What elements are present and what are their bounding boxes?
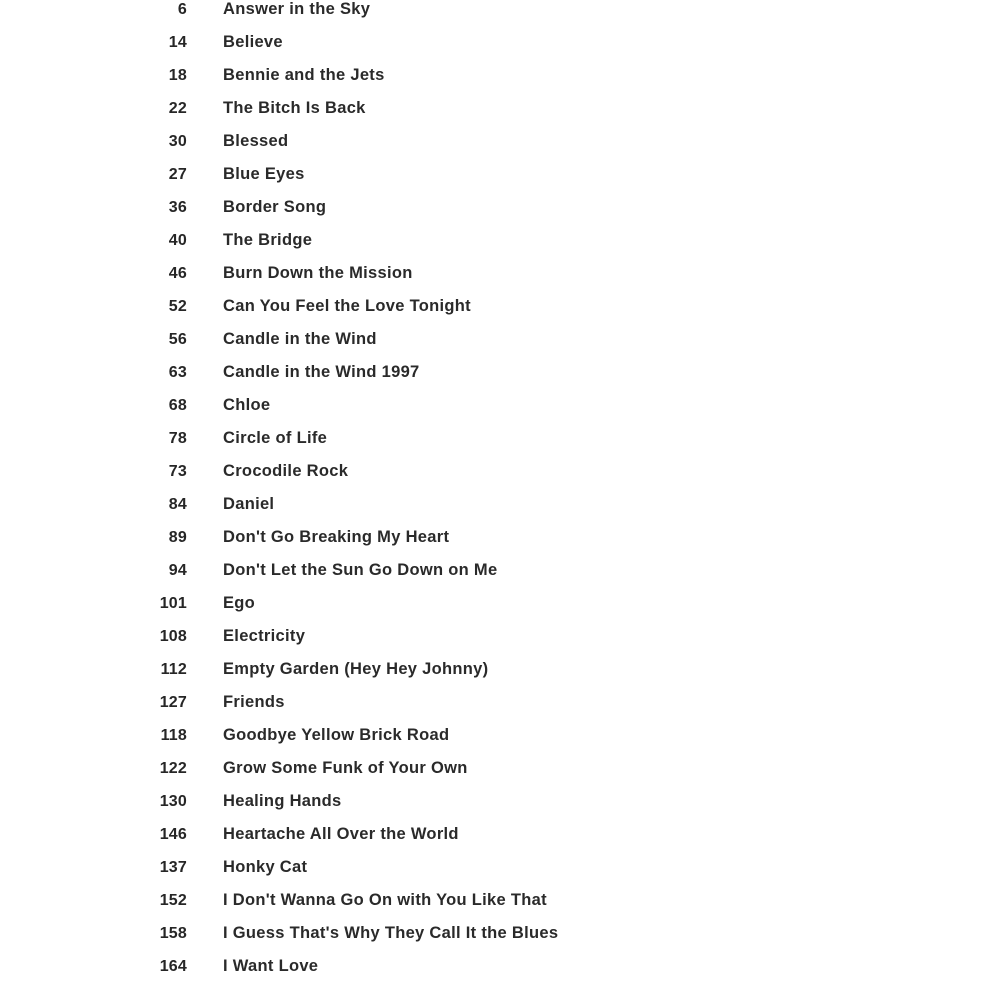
toc-page-number: 63 (168, 364, 187, 381)
toc-song-title: Friends (223, 693, 285, 711)
toc-song-title: Empty Garden (Hey Hey Johnny) (223, 660, 489, 678)
toc-entry-3 (0, 92, 999, 125)
toc-entry-22 (0, 719, 999, 752)
toc-song-title: Goodbye Yellow Brick Road (223, 726, 450, 744)
toc-entry-10 (0, 323, 999, 356)
toc-entry-0 (0, 0, 999, 26)
toc-song-title: The Bitch Is Back (223, 99, 366, 117)
toc-song-title: Ego (223, 594, 256, 612)
toc-entry-14 (0, 455, 999, 488)
toc-page-number: 56 (168, 331, 187, 348)
toc-entry-2 (0, 59, 999, 92)
toc-page-number: 130 (159, 793, 187, 810)
toc-page-number: 22 (168, 100, 187, 117)
toc-entry-26 (0, 851, 999, 884)
toc-song-title: The Bridge (223, 231, 313, 249)
toc-entry-5 (0, 158, 999, 191)
toc-page-number: 68 (168, 397, 187, 414)
toc-song-title: Blue Eyes (223, 165, 305, 183)
toc-song-title: Grow Some Funk of Your Own (223, 759, 468, 777)
toc-song-title: Bennie and the Jets (223, 66, 385, 84)
toc-entry-6 (0, 191, 999, 224)
toc-entry-4 (0, 125, 999, 158)
toc-entry-23 (0, 752, 999, 785)
toc-entry-1 (0, 26, 999, 59)
toc-entry-13 (0, 422, 999, 455)
toc-song-title: Can You Feel the Love Tonight (223, 297, 471, 315)
toc-page-number: 30 (168, 133, 187, 150)
toc-entry-9 (0, 290, 999, 323)
toc-song-title: I Want Love (223, 957, 319, 975)
toc-entry-12 (0, 389, 999, 422)
toc-song-title: Circle of Life (223, 429, 328, 447)
toc-song-title: Daniel (223, 495, 275, 513)
toc-page-number: 89 (168, 529, 187, 546)
toc-page-number: 84 (168, 496, 187, 513)
toc-entry-8 (0, 257, 999, 290)
toc-entry-17 (0, 554, 999, 587)
toc-song-title: Answer in the Sky (223, 0, 371, 18)
toc-page-number: 18 (168, 67, 187, 84)
toc-page-number: 27 (168, 166, 187, 183)
toc-song-title: Honky Cat (223, 858, 308, 876)
toc-page-number: 137 (159, 859, 187, 876)
toc-song-title: Believe (223, 33, 283, 51)
toc-page-number: 78 (168, 430, 187, 447)
toc-song-title: Crocodile Rock (223, 462, 349, 480)
toc-page-number: 40 (168, 232, 187, 249)
toc-entry-25 (0, 818, 999, 851)
toc-entry-18 (0, 587, 999, 620)
toc-entry-28 (0, 917, 999, 950)
toc-song-title: Heartache All Over the World (223, 825, 459, 843)
toc-page-number: 94 (168, 562, 187, 579)
toc-entry-24 (0, 785, 999, 818)
toc-entry-29 (0, 950, 999, 983)
toc-song-title: Border Song (223, 198, 327, 216)
toc-entry-7 (0, 224, 999, 257)
toc-entry-16 (0, 521, 999, 554)
toc-page-number: 46 (168, 265, 187, 282)
toc-page-number: 112 (160, 661, 187, 678)
toc-page-number: 14 (168, 34, 187, 51)
toc-song-title: Don't Go Breaking My Heart (223, 528, 450, 546)
toc-song-title: Chloe (223, 396, 271, 414)
toc-page-number: 122 (159, 760, 187, 777)
toc-entry-19 (0, 620, 999, 653)
toc-song-title: Electricity (223, 627, 306, 645)
toc-page-number: 73 (168, 463, 187, 480)
toc-page-number: 52 (168, 298, 187, 315)
toc-page-number: 152 (159, 892, 187, 909)
toc-song-title: Burn Down the Mission (223, 264, 413, 282)
toc-entry-15 (0, 488, 999, 521)
toc-entry-27 (0, 884, 999, 917)
toc-song-title: Candle in the Wind (223, 330, 377, 348)
toc-song-title: Blessed (223, 132, 289, 150)
toc-page-number: 146 (159, 826, 187, 843)
toc-song-title: I Guess That's Why They Call It the Blues (223, 924, 559, 942)
toc-entry-21 (0, 686, 999, 719)
toc-page-number: 158 (159, 925, 187, 942)
toc-song-title: Candle in the Wind 1997 (223, 363, 420, 381)
toc-page-number: 164 (159, 958, 187, 975)
toc-entry-20 (0, 653, 999, 686)
toc-song-title: Don't Let the Sun Go Down on Me (223, 561, 498, 579)
toc-song-title: I Don't Wanna Go On with You Like That (223, 891, 547, 909)
toc-page-number: 36 (168, 199, 187, 216)
toc-page-number: 108 (159, 628, 187, 645)
toc-song-title: Healing Hands (223, 792, 342, 810)
toc-page-number: 6 (177, 1, 187, 18)
toc-page-number: 127 (159, 694, 187, 711)
toc-page-number: 101 (159, 595, 187, 612)
toc-page-number: 118 (160, 727, 187, 744)
toc-entry-11 (0, 356, 999, 389)
